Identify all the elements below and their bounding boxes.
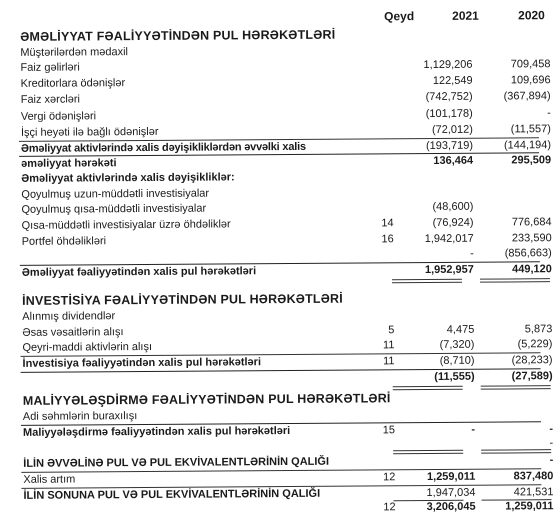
value-2020: - <box>549 423 554 436</box>
row-label: İNVESTİSİYA FƏALİYYƏTİNDƏN PUL HƏRƏKƏTLƏRİ <box>22 291 343 308</box>
row-label: Əməliyyat fəaliyyətindən xalis pul hərəkətləri <box>21 265 257 279</box>
value-2020: (856,663) <box>504 247 552 260</box>
value-2021: 122,549 <box>432 74 473 87</box>
row-label: Faiz gəlirləri <box>20 61 80 74</box>
row-label: Maliyyələşdirmə fəaliyyətindən xalis pul hərəkətləri <box>22 424 291 439</box>
year-2021-column-header: 2021 <box>452 8 479 23</box>
row-label: Kreditorlara ödənişlər <box>20 77 126 90</box>
note-ref: 16 <box>381 233 394 246</box>
value-2020: (367,894) <box>503 90 551 103</box>
row-label: İLİN SONUNA PUL VƏ PUL EKVİVALENTLƏRİNİN QALIĞI <box>23 487 321 502</box>
value-2020: (27,589) <box>511 370 553 383</box>
row-label: Müştərilərdən mədaxil <box>20 46 129 59</box>
row-label: ƏMƏLİYYAT FƏALİYYƏTİNDƏN PUL HƏRƏKƏTLƏRİ <box>20 27 336 44</box>
value-2020: (28,233) <box>511 354 553 367</box>
value-2020: 421,531 <box>513 486 554 499</box>
note-ref: 11 <box>383 355 395 368</box>
note-ref: 15 <box>382 424 396 437</box>
value-2020: - <box>549 454 554 467</box>
row-label: Adi səhmlərin buraxılışı <box>22 410 138 423</box>
value-2020: - <box>549 437 554 450</box>
note-ref: 5 <box>388 324 395 337</box>
value-2021: (742,752) <box>425 90 473 104</box>
value-2020: 776,684 <box>511 216 552 229</box>
value-2020: 5,873 <box>524 323 553 336</box>
row-label: Qeyri-maddi aktivlərin alışı <box>22 340 153 354</box>
value-2020: 109,696 <box>510 74 551 87</box>
double-underline <box>392 279 462 283</box>
total-row <box>2 262 555 281</box>
value-2021: (7,320) <box>439 338 475 351</box>
double-underline <box>393 386 463 390</box>
value-2021: (72,012) <box>431 123 473 136</box>
note-ref: 12 <box>383 471 396 484</box>
value-2021: 1,947,034 <box>426 486 476 500</box>
value-2021: (193,719) <box>425 139 474 153</box>
value-2021: (76,924) <box>432 216 474 229</box>
value-2020: (11,557) <box>510 123 551 136</box>
value-2021: 1,259,011 <box>426 470 476 484</box>
value-2021: - <box>471 423 476 436</box>
value-2021: 3,206,045 <box>426 500 476 514</box>
row-label: Portfel öhdəlikləri <box>21 235 107 248</box>
year-2020-column-header: 2020 <box>518 8 545 23</box>
table-row <box>1 89 555 108</box>
value-2021: 1,952,957 <box>424 263 474 277</box>
double-underline <box>481 385 551 389</box>
note-ref: 11 <box>382 339 395 352</box>
row-label: Əməliyyat aktivlərində xalis dəyişikliklər: <box>21 171 235 185</box>
value-2021: 1,129,206 <box>423 58 473 72</box>
value-2021: (48,600) <box>432 200 474 213</box>
row-label: MALİYYƏLƏŞDİRMƏ FƏALİYYƏTİNDƏN PUL HƏRƏKƏTLƏRİ <box>22 391 391 408</box>
value-2020: 295,509 <box>511 154 552 167</box>
row-label: əməliyyat hərəkəti <box>21 157 117 170</box>
value-2021: 1,942,017 <box>424 232 474 246</box>
row-label: Əsas vəsaitlərin alışı <box>22 326 124 339</box>
value-2021: (8,710) <box>439 354 475 367</box>
value-2020: (144,194) <box>503 139 552 152</box>
value-2020: 1,259,011 <box>505 500 554 513</box>
total-row <box>4 499 555 518</box>
value-2021: (11,555) <box>434 370 475 383</box>
row-label: Qoyulmuş qısa-müddətli investisiyalar <box>21 202 207 216</box>
value-2020: 837,480 <box>513 470 554 483</box>
value-2020: - <box>547 107 551 120</box>
row-label: Xalis artım <box>23 473 76 486</box>
double-underline <box>480 278 550 282</box>
row-label: Əməliyyat aktivlərində xalis dəyişikliklərdən əvvəlki xalis <box>20 140 306 155</box>
value-2021: - <box>470 247 474 260</box>
row-label: İnvestisiya fəaliyyətindən xalis pul hərəkətləri <box>22 356 262 370</box>
value-2020: (5,229) <box>517 338 553 351</box>
value-2020: 709,458 <box>510 58 551 71</box>
row-label: İşçi heyəti ilə bağlı ödənişlər <box>20 125 159 139</box>
row-label: Alınmış dividendlər <box>22 310 116 323</box>
row-label: Faiz xərcləri <box>20 93 81 106</box>
note-ref: 14 <box>381 217 394 230</box>
value-2021: (101,178) <box>425 107 473 121</box>
value-2021: 4,475 <box>446 323 475 336</box>
value-2020: 449,120 <box>512 263 552 276</box>
table-row <box>3 436 555 455</box>
total-row <box>3 369 555 388</box>
row-label: Qısa-müddətli investisiyalar üzrə öhdəliklər <box>21 218 231 232</box>
note-column-header: Qeyd <box>384 9 415 24</box>
value-2020: 233,590 <box>511 232 552 245</box>
note-ref: 12 <box>383 501 396 514</box>
value-2021: 136,464 <box>433 154 474 167</box>
row-label: Vergi ödənişləri <box>20 110 97 123</box>
row-label: İLİN ƏVVƏLİNƏ PUL VƏ PUL EKVİVALENTLƏRİNİN QALIĞI <box>23 455 330 470</box>
row-label: Qoyulmuş uzun-müddətli investisiyalar <box>21 187 210 201</box>
